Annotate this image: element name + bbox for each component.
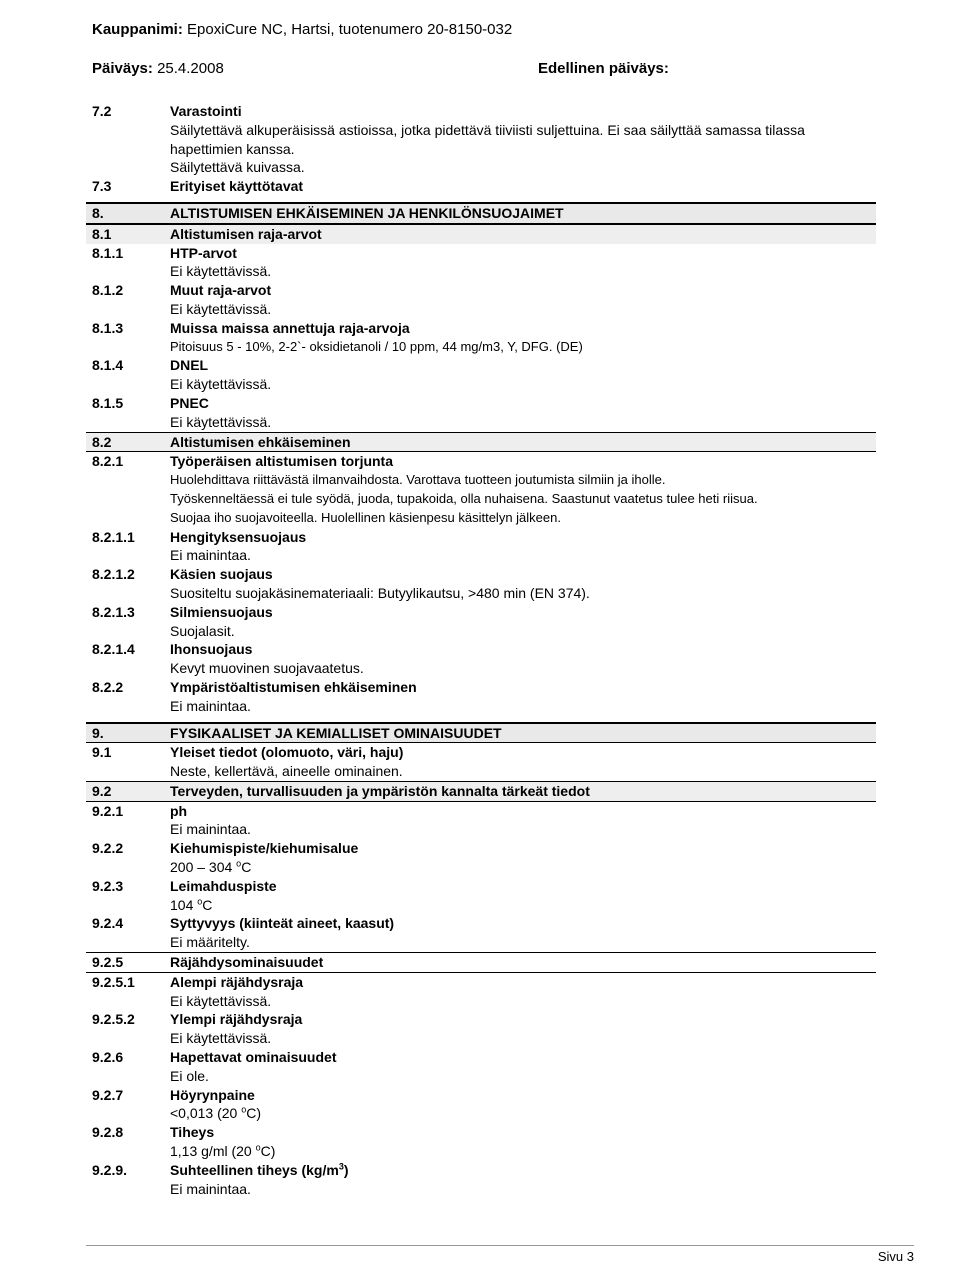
- value-text: <0,013 (20: [170, 1105, 242, 1122]
- text-line: [0, 158, 960, 177]
- text-line: [0, 1067, 960, 1086]
- section-number: 8.2.1.1: [92, 528, 135, 545]
- section-number: 8.1.2: [92, 282, 124, 299]
- section-title: Muissa maissa annettuja raja-arvoja: [170, 319, 410, 336]
- section-number: 8.2.2: [92, 678, 124, 695]
- section-number: 9.2.1: [92, 802, 124, 819]
- body-text: Ei käytettävissä.: [170, 992, 272, 1009]
- header-date: [92, 60, 224, 77]
- section-title: FYSIKAALISET JA KEMIALLISET OMINAISUUDET: [170, 724, 502, 741]
- body-text: Suositeltu suojakäsinemateriaali: Butyylikautsu, >480 min (EN 374).: [170, 584, 590, 601]
- row-9-2-5: [86, 952, 876, 972]
- cube-superscript: 3: [338, 1161, 344, 1172]
- body-text: Neste, kellertävä, aineelle ominainen.: [170, 763, 403, 780]
- body-text: Säilytettävä kuivassa.: [170, 159, 305, 176]
- text-line: [0, 140, 960, 159]
- degree-superscript: o: [255, 1142, 261, 1153]
- text-line: [0, 622, 960, 641]
- section-title: Leimahduspiste: [170, 877, 277, 894]
- section-title: Altistumisen raja-arvot: [170, 225, 322, 242]
- section-title: PNEC: [170, 394, 209, 411]
- body-text: Ei käytettävissä.: [170, 376, 272, 393]
- text-line: [0, 820, 960, 839]
- section-title: Ylempi räjähdysraja: [170, 1011, 303, 1028]
- section-title: Erityiset käyttötavat: [170, 178, 304, 195]
- section-number: 8.1.1: [92, 244, 124, 261]
- section-number: 9.2.4: [92, 915, 124, 932]
- section-title: Syttyvyys (kiinteät aineet, kaasut): [170, 915, 395, 932]
- body-text: Ei mainintaa.: [170, 697, 251, 714]
- text-line: [0, 933, 960, 952]
- section-number: 9.2.5.1: [92, 973, 135, 990]
- section-title: DNEL: [170, 357, 209, 374]
- section-number: 9.2.3: [92, 877, 124, 894]
- body-text: Ei mainintaa.: [170, 821, 251, 838]
- section-number: 8.1.5: [92, 394, 124, 411]
- text-line: [0, 490, 960, 509]
- row-8-1-3: [0, 319, 960, 338]
- degree-superscript: o: [197, 896, 203, 907]
- row-7-3: [0, 177, 960, 196]
- row-8-2-1: [86, 451, 876, 471]
- section-title: Hapettavat ominaisuudet: [170, 1049, 337, 1066]
- body-text: Suojalasit.: [170, 622, 235, 639]
- text-line: [0, 584, 960, 603]
- row-9-2-6: [0, 1048, 960, 1067]
- body-text: Ei käytettävissä.: [170, 1030, 272, 1047]
- row-8-1-4: [0, 356, 960, 375]
- body-text: Työskenneltäessä ei tule syödä, juoda, tupakoida, olla nuhaisena. Saastunut vaatetus tulee heti riisua.: [170, 490, 758, 506]
- row-9-2-9: [0, 1161, 960, 1180]
- title-text-end: ): [343, 1161, 349, 1178]
- section-number: 8.2.1.4: [92, 641, 135, 658]
- degree-superscript: o: [241, 1104, 247, 1115]
- body-text: Ei käytettävissä.: [170, 263, 272, 280]
- row-8-2-1-4: [0, 640, 960, 659]
- title-text: Suhteellinen tiheys (kg/m: [170, 1161, 339, 1178]
- row-9-1: [0, 743, 960, 762]
- section-title: Alempi räjähdysraja: [170, 973, 304, 990]
- row-8-1: [86, 224, 876, 244]
- row-8-1-2: [0, 281, 960, 300]
- section-number: 9.2: [92, 782, 112, 799]
- header-previous-date: Edellinen päiväys:: [538, 60, 669, 77]
- section-title: Tiheys: [170, 1124, 215, 1141]
- section-number: 9.2.9.: [92, 1161, 128, 1178]
- text-line: [0, 659, 960, 678]
- section-number: 8.1.3: [92, 319, 124, 336]
- trade-name-value: EpoxiCure NC, Hartsi, tuotenumero 20-8150-032: [187, 21, 513, 38]
- row-9-2-8: [0, 1123, 960, 1142]
- body-text: Ei määritelty.: [170, 934, 250, 951]
- row-8-2: [86, 432, 876, 452]
- section-title: Terveyden, turvallisuuden ja ympäristön kannalta tärkeät tiedot: [170, 782, 590, 799]
- section-title: Yleiset tiedot (olomuoto, väri, haju): [170, 744, 404, 761]
- unit-text: C: [202, 896, 213, 913]
- trade-name-label: Kauppanimi:: [92, 21, 183, 38]
- section-title: Räjähdysominaisuudet: [170, 954, 324, 971]
- text-line: [0, 121, 960, 140]
- text-line: [0, 1104, 960, 1123]
- text-line: [0, 1180, 960, 1199]
- section-title: Käsien suojaus: [170, 566, 273, 583]
- section-number: 9.2.8: [92, 1124, 124, 1141]
- section-number: 9.2.5: [92, 954, 124, 971]
- body-text: Ei käytettävissä.: [170, 413, 272, 430]
- section-title: Kiehumispiste/kiehumisalue: [170, 840, 359, 857]
- body-text: Pitoisuus 5 - 10%, 2-2`- oksidietanoli / 10 ppm, 44 mg/m3, Y, DFG. (DE): [170, 338, 583, 354]
- unit-text: C): [260, 1143, 276, 1160]
- row-9-2: [86, 781, 876, 801]
- body-text: Kevyt muovinen suojavaatetus.: [170, 660, 364, 677]
- section-number: 9.2.2: [92, 840, 124, 857]
- document-body: [0, 102, 960, 1198]
- row-9-2-5-1: [86, 972, 876, 992]
- header-trade-name: [92, 21, 512, 38]
- text-line: [0, 546, 960, 565]
- section-number: 8.2: [92, 433, 112, 450]
- section-title: ALTISTUMISEN EHKÄISEMINEN JA HENKILÖNSUOJAIMET: [170, 204, 564, 221]
- text-line: [0, 858, 960, 877]
- unit-text: C: [241, 859, 252, 876]
- row-9-2-1: [86, 801, 876, 821]
- section-number: 9.2.5.2: [92, 1011, 135, 1028]
- section-number: 8.2.1.2: [92, 566, 135, 583]
- date-label: Päiväys:: [92, 60, 153, 77]
- row-8-1-1: [0, 244, 960, 263]
- body-text: hapettimien kanssa.: [170, 140, 295, 157]
- row-9-2-2: [0, 839, 960, 858]
- row-8-2-1-1: [0, 528, 960, 547]
- body-text: Ei mainintaa.: [170, 1180, 251, 1197]
- section-title: Ympäristöaltistumisen ehkäiseminen: [170, 678, 417, 695]
- section-number: 8.1: [92, 225, 112, 242]
- section-title: HTP-arvot: [170, 244, 237, 261]
- section-title: Ihonsuojaus: [170, 641, 253, 658]
- body-text: [170, 896, 212, 915]
- section-number: 9.2.6: [92, 1049, 124, 1066]
- body-text: Säilytettävä alkuperäisissä astioissa, jotka pidettävä tiiviisti suljettuina. Ei saa säilyttää samassa tilassa: [170, 121, 805, 138]
- body-text: Suojaa iho suojavoiteella. Huolellinen käsienpesu käsittelyn jälkeen.: [170, 509, 561, 525]
- text-line: [0, 509, 960, 528]
- row-7-2: [0, 102, 960, 121]
- text-line: [0, 471, 960, 490]
- row-8-2-1-3: [0, 603, 960, 622]
- body-text: Ei ole.: [170, 1067, 209, 1084]
- degree-superscript: o: [236, 858, 242, 869]
- body-text: Huolehdittava riittävästä ilmanvaihdosta. Varottava tuotteen joutumista silmiin ja iholle.: [170, 472, 666, 488]
- text-line: [0, 1142, 960, 1161]
- row-8-1-5: [0, 394, 960, 413]
- section-title: Silmiensuojaus: [170, 603, 273, 620]
- text-line: [0, 413, 960, 432]
- section-number: 9.2.7: [92, 1086, 124, 1103]
- date-value: 25.4.2008: [157, 60, 224, 77]
- text-line: [0, 992, 960, 1011]
- body-text: Ei käytettävissä.: [170, 300, 272, 317]
- page-number: Sivu 3: [877, 1249, 914, 1264]
- row-8-2-2: [0, 678, 960, 697]
- section-number: 8.1.4: [92, 357, 124, 374]
- value-text: 200 – 304: [170, 859, 237, 876]
- row-8-2-1-2: [0, 565, 960, 584]
- section-title: Hengityksensuojaus: [170, 528, 307, 545]
- section-title: Muut raja-arvot: [170, 282, 272, 299]
- row-9-2-5-2: [0, 1010, 960, 1029]
- section-number: 9.: [92, 724, 104, 741]
- text-line: [0, 300, 960, 319]
- body-text: Ei mainintaa.: [170, 547, 251, 564]
- section-8-header: [86, 202, 876, 224]
- unit-text: C): [246, 1105, 262, 1122]
- text-line: [0, 375, 960, 394]
- body-text: [170, 858, 251, 877]
- section-number: 7.3: [92, 178, 112, 195]
- section-title: ph: [170, 802, 188, 819]
- body-text: [170, 1142, 275, 1161]
- section-title: [170, 1161, 349, 1180]
- text-line: [0, 262, 960, 281]
- section-number: 8.2.1: [92, 453, 124, 470]
- section-9-header: [86, 722, 876, 744]
- section-number: 9.1: [92, 744, 112, 761]
- section-number: 7.2: [92, 103, 112, 119]
- section-title: Varastointi: [170, 103, 242, 119]
- section-number: 8.: [92, 204, 104, 221]
- text-line: [0, 338, 960, 357]
- section-number: 8.2.1.3: [92, 603, 135, 620]
- text-line: [0, 762, 960, 781]
- text-line: [0, 1029, 960, 1048]
- section-title: Altistumisen ehkäiseminen: [170, 433, 351, 450]
- value-text: 1,13 g/ml (20: [170, 1143, 256, 1160]
- footer-divider: [86, 1245, 914, 1246]
- section-title: Höyrynpaine: [170, 1086, 255, 1103]
- row-9-2-3: [0, 877, 960, 896]
- row-9-2-4: [0, 914, 960, 933]
- body-text: [170, 1104, 261, 1123]
- section-title: Työperäisen altistumisen torjunta: [170, 453, 394, 470]
- row-9-2-7: [0, 1086, 960, 1105]
- text-line: [0, 896, 960, 915]
- text-line: [0, 697, 960, 716]
- value-text: 104: [170, 896, 198, 913]
